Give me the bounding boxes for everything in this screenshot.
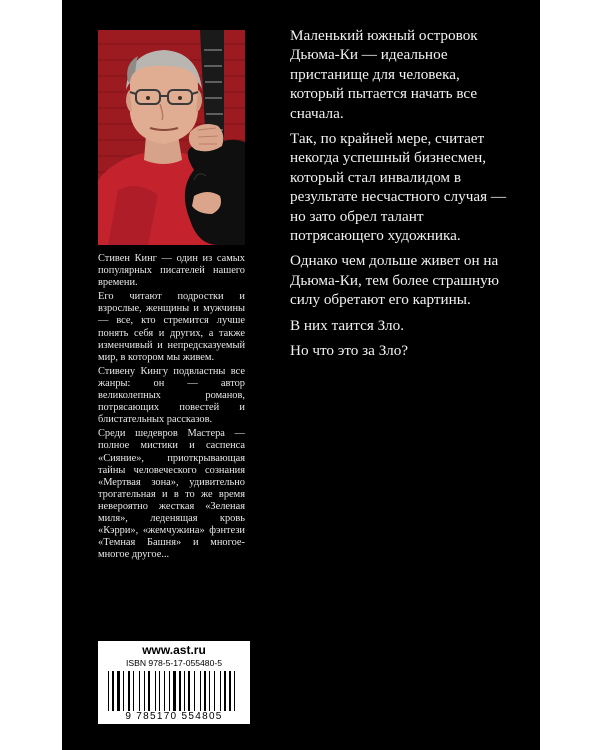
- blurb-paragraph: Однако чем дольше живет он на Дьюма-Ки, тем более страшную силу обретают его картины.: [290, 252, 500, 309]
- barcode-digits: 9 785170 554805: [125, 711, 223, 722]
- blurb-paragraph: Так, по крайней мере, считает некогда успешный бизнесмен, который стал инвалидом в результате несчастного случая — но зато обрел талант потрясающего художника.: [290, 130, 507, 245]
- barcode-icon: [106, 671, 242, 711]
- author-photo: [98, 30, 245, 245]
- book-blurb: [290, 26, 512, 367]
- barcode-box: [98, 641, 250, 724]
- blurb-paragraph: В них таится Зло.: [290, 316, 404, 334]
- book-back-cover: [62, 0, 540, 750]
- author-bio: [98, 253, 245, 563]
- bio-paragraph: Стивен Кинг — один из самых популярных писателей нашего времени.: [98, 253, 245, 289]
- bio-paragraph: Его читают подростки и взрослые, женщины и мужчины — все, кто стремится лучше понять себя и других, а также изменчивый и непредсказуемый мир, в котором мы живем.: [98, 291, 245, 363]
- blurb-paragraph: Маленький южный островок Дьюма-Ки — идеальное пристанище для человека, который пытается начать все сначала.: [290, 27, 478, 122]
- bio-paragraph: Стивену Кингу подвластны все жанры: он — автор великолепных романов, потрясающих повестей и блистательных рассказов.: [98, 365, 245, 426]
- bio-paragraph: Среди шедевров Мастера — полное мистики и саспенса «Сияние», приоткрывающая тайны человеческого сознания «Мертвая зона», удивительно трогательная и в то же время невероятно жесткая «Зеленая миля», леденящая кровь «Кэрри», «жемчужина» фэнтези «Темная Башня» и многое-многое другое...: [98, 428, 245, 561]
- publisher-url: www.ast.ru: [142, 643, 206, 657]
- isbn-label: ISBN 978-5-17-055480-5: [125, 658, 223, 668]
- blurb-paragraph: Но что это за Зло?: [290, 342, 409, 360]
